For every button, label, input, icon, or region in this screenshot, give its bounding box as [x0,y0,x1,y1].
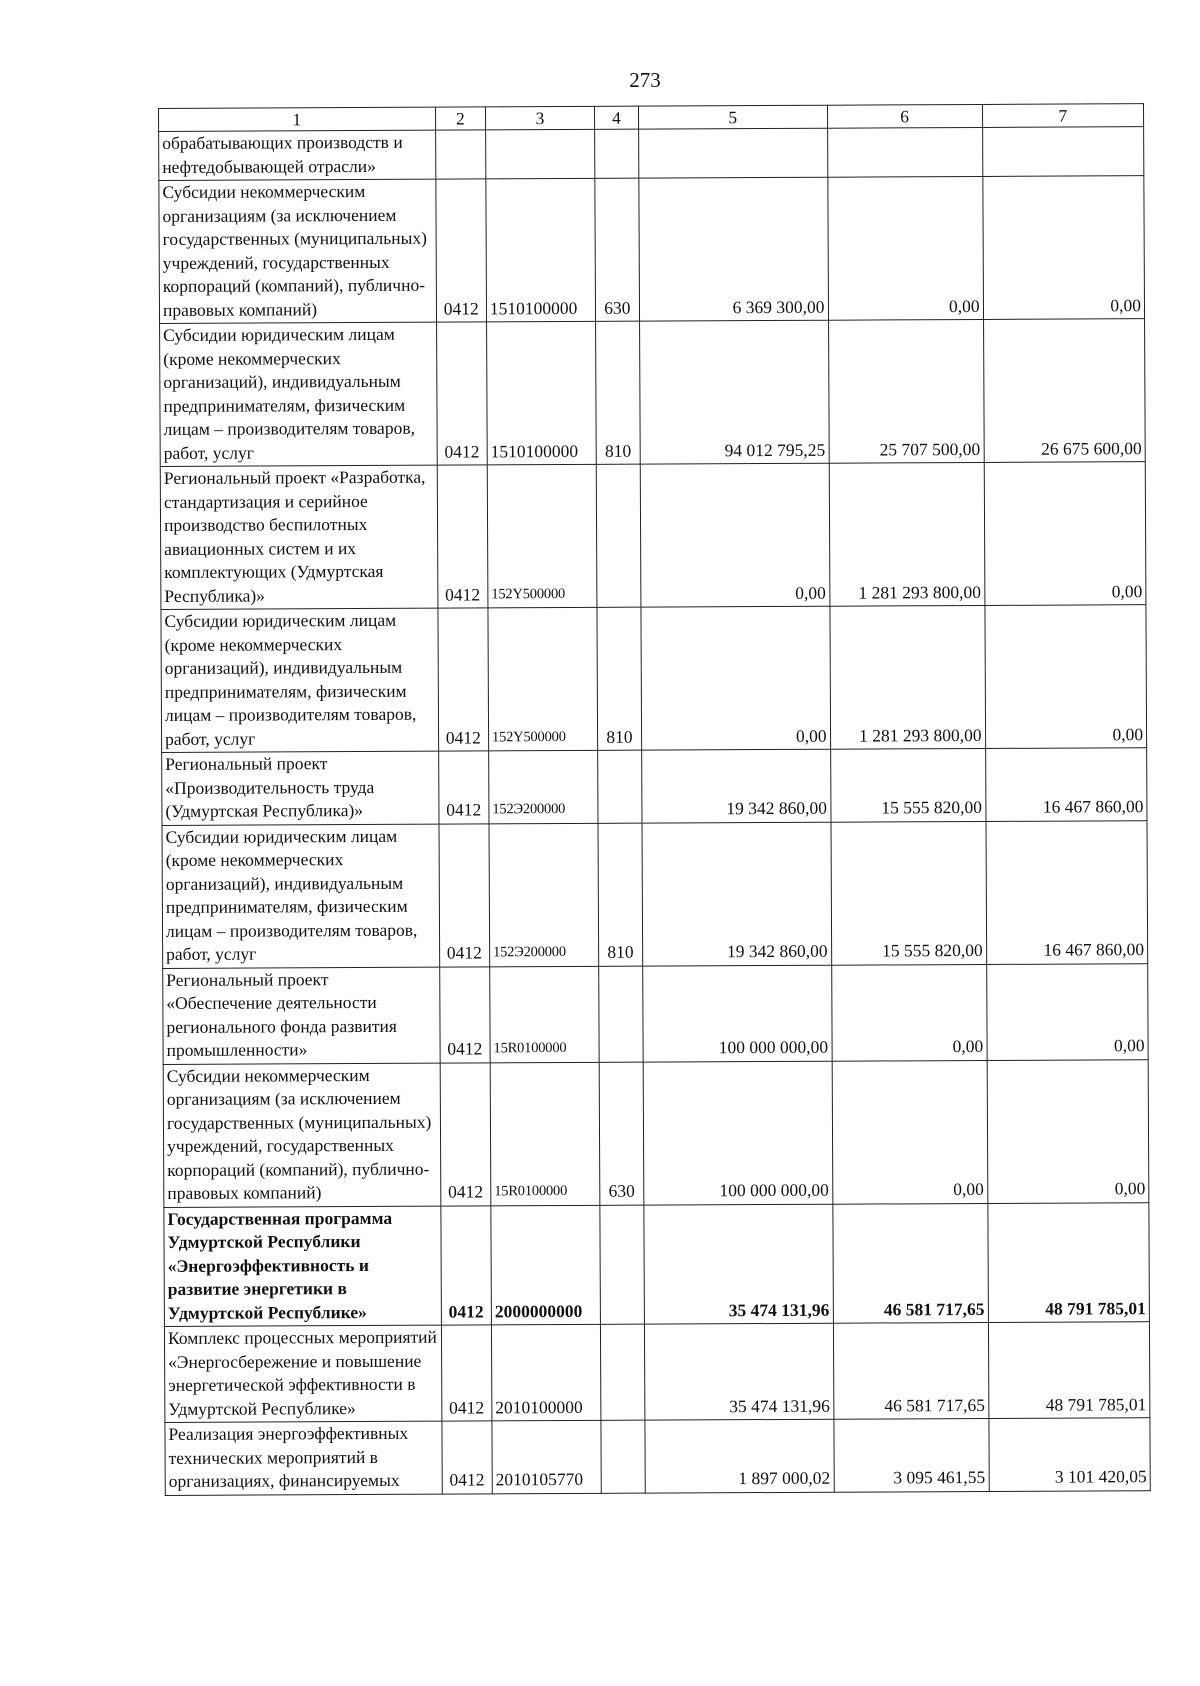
amount-col5-cell: 0,00 [640,463,829,607]
amount-col6-cell [827,127,982,177]
table-row [159,127,1144,181]
amount-col7-cell: 0,00 [986,963,1148,1060]
amount-col5-cell: 19 342 860,00 [642,749,831,822]
expense-type-cell [601,1420,645,1493]
amount-col5-cell: 19 342 860,00 [642,822,831,966]
table-row [161,605,1147,753]
expense-type-cell: 810 [597,607,642,750]
amount-col6-cell: 0,00 [827,176,983,320]
expense-type-cell [598,750,642,823]
target-code-cell: 2010105770 [492,1420,601,1493]
expense-type-cell: 810 [598,823,643,966]
header-col-6: 6 [827,104,982,128]
table-row [160,462,1146,610]
table-row [162,748,1147,825]
amount-col7-cell: 48 791 785,01 [988,1322,1150,1419]
target-code-cell: 2010100000 [491,1324,600,1421]
expense-type-cell: 630 [595,178,640,321]
expense-type-cell [600,1205,645,1325]
expense-type-cell: 810 [595,321,640,464]
row-name-cell: Региональный проект «Производительность труда (Удмуртская Республика)» [162,751,439,825]
row-name-cell: Реализация энергоэффективных технических мероприятий в организациях, финансируемых [165,1421,442,1495]
target-code-cell: 152Э200000 [489,823,599,967]
amount-col5-cell: 100 000 000,00 [643,1061,832,1205]
amount-col6-cell: 1 281 293 800,00 [829,462,985,606]
amount-col7-cell: 16 467 860,00 [986,820,1148,964]
header-col-3: 3 [485,106,594,130]
header-col-7: 7 [982,104,1144,128]
amount-col6-cell: 46 581 717,65 [832,1203,988,1323]
amount-col5-cell: 35 474 131,96 [644,1323,833,1420]
table-row [164,1202,1150,1326]
row-name-cell: Субсидии некоммерческим организациям (за исключением государственных (муниципальных) учреждений, государственных корпораций (компаний), публично-правовых компаний) [159,179,436,323]
row-name-cell: Субсидии юридическим лицам (кроме некоммерческих организаций), индивидуальным предпринимателям, физическим лицам – производителям товаров, работ, услуг [160,322,437,466]
amount-col7-cell [982,127,1144,177]
section-code-cell: 0412 [439,823,490,966]
amount-col7-cell: 0,00 [982,176,1144,320]
amount-col7-cell: 0,00 [984,462,1146,606]
table-row [164,1322,1149,1423]
target-code-cell: 152Y500000 [488,607,598,751]
target-code-cell: 15R0100000 [490,966,599,1063]
section-code-cell: 0412 [436,322,487,465]
expense-type-cell: 630 [599,1062,644,1205]
table-row [165,1418,1150,1495]
table-row [159,176,1145,324]
amount-col5-cell: 0,00 [641,606,830,750]
amount-col5-cell [638,128,827,178]
section-code-cell: 0412 [438,608,489,751]
header-col-1: 1 [159,107,436,131]
target-code-cell: 15R0100000 [490,1062,600,1206]
amount-col5-cell: 35 474 131,96 [644,1204,833,1324]
amount-col7-cell: 16 467 860,00 [985,748,1147,821]
amount-col5-cell: 94 012 795,25 [639,320,828,464]
amount-col5-cell: 6 369 300,00 [639,177,828,321]
section-code-cell: 0412 [440,1205,491,1325]
budget-table [158,103,1151,1495]
section-code-cell: 0412 [437,465,488,608]
amount-col6-cell: 1 281 293 800,00 [829,605,985,749]
section-code-cell: 0412 [439,966,490,1062]
amount-col7-cell: 0,00 [985,605,1147,749]
row-name-cell: Государственная программа Удмуртской Республики «Энергоэффективность и развитие энергетики в Удмуртской Республике» [164,1206,441,1327]
table-row [162,820,1148,968]
table-row [160,319,1146,467]
header-col-2: 2 [435,107,485,130]
header-col-5: 5 [638,105,827,129]
expense-type-cell [595,129,639,178]
amount-col6-cell: 0,00 [831,964,987,1061]
section-code-cell: 0412 [442,1421,493,1494]
row-name-cell: Региональный проект «Обеспечение деятельности регионального фонда развития промышленности» [163,967,440,1064]
row-name-cell: обрабатывающих производств и нефтедобывающей отрасли» [159,130,436,180]
table-body [159,127,1151,1495]
section-code-cell: 0412 [438,751,489,824]
target-code-cell: 152Э200000 [489,750,598,823]
row-name-cell: Региональный проект «Разработка, стандартизация и серийное производство беспилотных авиационных систем и их комплектующих (Удмуртская Республика)» [160,465,437,609]
page-number: 273 [629,68,661,92]
table-row [163,1059,1149,1207]
expense-type-cell [596,464,641,607]
amount-col7-cell: 26 675 600,00 [983,319,1145,463]
amount-col7-cell: 3 101 420,05 [988,1418,1150,1491]
section-code-cell [435,130,486,179]
amount-col7-cell: 48 791 785,01 [987,1202,1149,1322]
target-code-cell: 152Y500000 [487,464,597,608]
table-row [163,963,1148,1064]
row-name-cell: Субсидии юридическим лицам (кроме некоммерческих организаций), индивидуальным предпринимателям, физическим лицам – производителям товаров, работ, услуг [162,824,439,968]
expense-type-cell [600,1324,644,1420]
target-code-cell: 1510100000 [486,321,596,465]
row-name-cell: Субсидии некоммерческим организациям (за исключением государственных (муниципальных) учреждений, государственных корпораций (компаний), публично-правовых компаний) [163,1063,440,1207]
row-name-cell: Комплекс процессных мероприятий «Энергосбережение и повышение энергетической эффективности в Удмуртской Республике» [164,1325,441,1422]
target-code-cell: 2000000000 [491,1205,601,1325]
amount-col6-cell: 15 555 820,00 [830,748,985,821]
target-code-cell [486,129,595,179]
row-name-cell: Субсидии юридическим лицам (кроме некоммерческих организаций), индивидуальным предпринимателям, физическим лицам – производителям товаров, работ, услуг [161,608,438,752]
amount-col6-cell: 3 095 461,55 [833,1418,988,1491]
section-code-cell: 0412 [440,1062,491,1205]
amount-col6-cell: 46 581 717,65 [833,1322,989,1419]
amount-col5-cell: 100 000 000,00 [643,965,832,1062]
header-col-4: 4 [594,106,638,129]
amount-col6-cell: 0,00 [832,1060,988,1204]
amount-col7-cell: 0,00 [987,1059,1149,1203]
amount-col6-cell: 25 707 500,00 [828,319,984,463]
amount-col6-cell: 15 555 820,00 [830,821,986,965]
section-code-cell: 0412 [441,1325,492,1421]
expense-type-cell [599,966,643,1062]
amount-col5-cell: 1 897 000,02 [645,1419,834,1492]
section-code-cell: 0412 [435,179,486,322]
target-code-cell: 1510100000 [486,178,596,322]
